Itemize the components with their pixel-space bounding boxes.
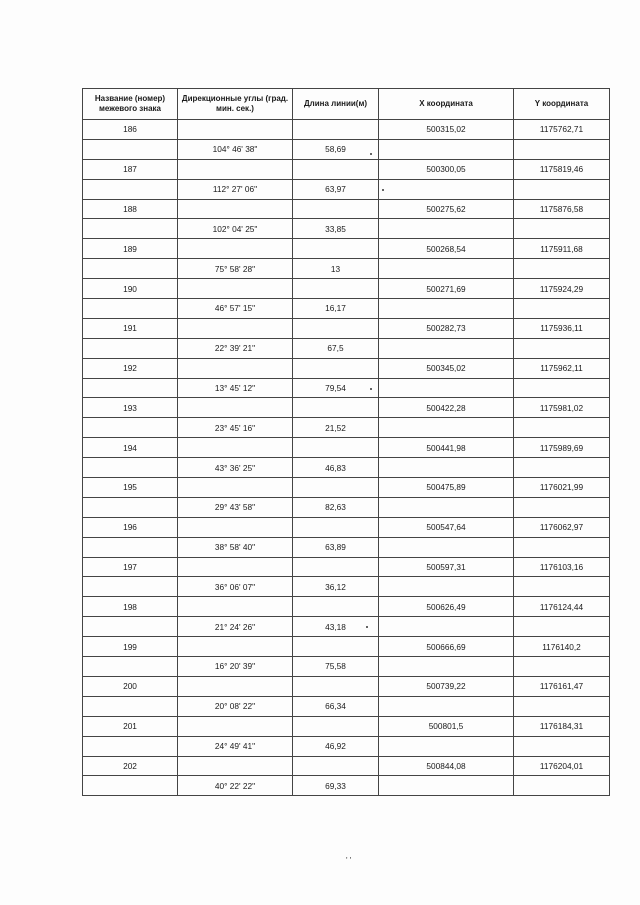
empty-cell bbox=[514, 378, 610, 398]
point-name: 196 bbox=[83, 517, 178, 537]
empty-cell bbox=[293, 318, 379, 338]
line-length: 58,69 bbox=[293, 139, 379, 159]
x-coordinate: 500739,22 bbox=[379, 676, 514, 696]
segment-row bbox=[83, 338, 610, 358]
direction-angle: 20° 08' 22" bbox=[178, 696, 293, 716]
direction-angle: 112° 27' 06" bbox=[178, 179, 293, 199]
empty-cell bbox=[293, 438, 379, 458]
y-coordinate: 1176140,2 bbox=[514, 637, 610, 657]
line-length: 75,58 bbox=[293, 657, 379, 677]
table-body bbox=[83, 120, 610, 796]
empty-cell bbox=[514, 338, 610, 358]
empty-cell bbox=[83, 179, 178, 199]
x-coordinate: 500422,28 bbox=[379, 398, 514, 418]
empty-cell bbox=[178, 716, 293, 736]
y-coordinate: 1176124,44 bbox=[514, 597, 610, 617]
empty-cell bbox=[178, 279, 293, 299]
segment-row bbox=[83, 617, 610, 637]
y-coordinate: 1176103,16 bbox=[514, 557, 610, 577]
empty-cell bbox=[293, 239, 379, 259]
empty-cell bbox=[379, 418, 514, 438]
empty-cell bbox=[178, 358, 293, 378]
line-length: 82,63 bbox=[293, 497, 379, 517]
direction-angle: 13° 45' 12" bbox=[178, 378, 293, 398]
point-name: 197 bbox=[83, 557, 178, 577]
point-row bbox=[83, 597, 610, 617]
line-length: 16,17 bbox=[293, 299, 379, 319]
col-header-x: X координата bbox=[379, 89, 514, 120]
point-name: 201 bbox=[83, 716, 178, 736]
segment-row bbox=[83, 537, 610, 557]
empty-cell bbox=[379, 219, 514, 239]
segment-row bbox=[83, 696, 610, 716]
direction-angle: 29° 43' 58" bbox=[178, 497, 293, 517]
empty-cell bbox=[379, 139, 514, 159]
segment-row bbox=[83, 418, 610, 438]
x-coordinate: 500597,31 bbox=[379, 557, 514, 577]
point-name: 186 bbox=[83, 120, 178, 140]
segment-row bbox=[83, 657, 610, 677]
boundary-coordinates-table bbox=[82, 88, 610, 796]
empty-cell bbox=[293, 478, 379, 498]
point-row bbox=[83, 199, 610, 219]
segment-row bbox=[83, 378, 610, 398]
x-coordinate: 500441,98 bbox=[379, 438, 514, 458]
segment-row bbox=[83, 219, 610, 239]
point-row bbox=[83, 676, 610, 696]
x-coordinate: 500801,5 bbox=[379, 716, 514, 736]
empty-cell bbox=[514, 657, 610, 677]
empty-cell bbox=[178, 676, 293, 696]
col-header-y: Y координата bbox=[514, 89, 610, 120]
empty-cell bbox=[293, 557, 379, 577]
point-row bbox=[83, 239, 610, 259]
line-length: 66,34 bbox=[293, 696, 379, 716]
point-name: 200 bbox=[83, 676, 178, 696]
empty-cell bbox=[83, 497, 178, 517]
point-row bbox=[83, 279, 610, 299]
empty-cell bbox=[83, 696, 178, 716]
y-coordinate: 1175981,02 bbox=[514, 398, 610, 418]
y-coordinate: 1175989,69 bbox=[514, 438, 610, 458]
point-name: 193 bbox=[83, 398, 178, 418]
point-row bbox=[83, 159, 610, 179]
empty-cell bbox=[293, 597, 379, 617]
point-row bbox=[83, 438, 610, 458]
empty-cell bbox=[514, 617, 610, 637]
direction-angle: 46° 57' 15" bbox=[178, 299, 293, 319]
empty-cell bbox=[83, 219, 178, 239]
direction-angle: 24° 49' 41" bbox=[178, 736, 293, 756]
empty-cell bbox=[293, 159, 379, 179]
point-row bbox=[83, 756, 610, 776]
empty-cell bbox=[514, 139, 610, 159]
scan-speck bbox=[382, 189, 384, 191]
segment-row bbox=[83, 577, 610, 597]
empty-cell bbox=[379, 736, 514, 756]
y-coordinate: 1176204,01 bbox=[514, 756, 610, 776]
segment-row bbox=[83, 497, 610, 517]
point-name: 190 bbox=[83, 279, 178, 299]
empty-cell bbox=[178, 557, 293, 577]
empty-cell bbox=[379, 657, 514, 677]
point-row bbox=[83, 716, 610, 736]
empty-cell bbox=[178, 199, 293, 219]
empty-cell bbox=[83, 259, 178, 279]
empty-cell bbox=[293, 756, 379, 776]
x-coordinate: 500345,02 bbox=[379, 358, 514, 378]
empty-cell bbox=[379, 497, 514, 517]
empty-cell bbox=[514, 458, 610, 478]
empty-cell bbox=[379, 458, 514, 478]
empty-cell bbox=[514, 299, 610, 319]
line-length: 21,52 bbox=[293, 418, 379, 438]
line-length: 67,5 bbox=[293, 338, 379, 358]
empty-cell bbox=[514, 418, 610, 438]
x-coordinate: 500300,05 bbox=[379, 159, 514, 179]
empty-cell bbox=[379, 259, 514, 279]
point-name: 187 bbox=[83, 159, 178, 179]
col-header-angles: Дирекционные углы (град. мин. сек.) bbox=[178, 89, 293, 120]
empty-cell bbox=[293, 398, 379, 418]
y-coordinate: 1176062,97 bbox=[514, 517, 610, 537]
scan-speck bbox=[370, 388, 372, 390]
empty-cell bbox=[514, 696, 610, 716]
line-length: 79,54 bbox=[293, 378, 379, 398]
empty-cell bbox=[83, 736, 178, 756]
empty-cell bbox=[178, 239, 293, 259]
empty-cell bbox=[83, 338, 178, 358]
y-coordinate: 1175762,71 bbox=[514, 120, 610, 140]
empty-cell bbox=[379, 378, 514, 398]
empty-cell bbox=[379, 537, 514, 557]
table-header bbox=[83, 89, 610, 120]
empty-cell bbox=[379, 617, 514, 637]
point-row bbox=[83, 478, 610, 498]
segment-row bbox=[83, 259, 610, 279]
x-coordinate: 500475,89 bbox=[379, 478, 514, 498]
col-header-name: Название (номер) межевого знака bbox=[83, 89, 178, 120]
y-coordinate: 1175876,58 bbox=[514, 199, 610, 219]
empty-cell bbox=[178, 438, 293, 458]
segment-row bbox=[83, 458, 610, 478]
x-coordinate: 500268,54 bbox=[379, 239, 514, 259]
y-coordinate: 1175936,11 bbox=[514, 318, 610, 338]
empty-cell bbox=[178, 318, 293, 338]
segment-row bbox=[83, 736, 610, 756]
empty-cell bbox=[178, 756, 293, 776]
line-length: 69,33 bbox=[293, 776, 379, 796]
y-coordinate: 1176184,31 bbox=[514, 716, 610, 736]
scan-speck bbox=[370, 153, 372, 155]
point-name: 189 bbox=[83, 239, 178, 259]
direction-angle: 102° 04' 25" bbox=[178, 219, 293, 239]
x-coordinate: 500547,64 bbox=[379, 517, 514, 537]
point-row bbox=[83, 557, 610, 577]
point-name: 188 bbox=[83, 199, 178, 219]
empty-cell bbox=[514, 577, 610, 597]
direction-angle: 40° 22' 22" bbox=[178, 776, 293, 796]
empty-cell bbox=[178, 398, 293, 418]
direction-angle: 75° 58' 28" bbox=[178, 259, 293, 279]
empty-cell bbox=[379, 776, 514, 796]
y-coordinate: 1175924,29 bbox=[514, 279, 610, 299]
y-coordinate: 1176021,99 bbox=[514, 478, 610, 498]
direction-angle: 104° 46' 38" bbox=[178, 139, 293, 159]
point-name: 198 bbox=[83, 597, 178, 617]
empty-cell bbox=[514, 219, 610, 239]
empty-cell bbox=[178, 159, 293, 179]
x-coordinate: 500626,49 bbox=[379, 597, 514, 617]
point-name: 194 bbox=[83, 438, 178, 458]
col-header-length: Длина линии(м) bbox=[293, 89, 379, 120]
empty-cell bbox=[293, 517, 379, 537]
empty-cell bbox=[514, 776, 610, 796]
empty-cell bbox=[379, 299, 514, 319]
x-coordinate: 500275,62 bbox=[379, 199, 514, 219]
segment-row bbox=[83, 179, 610, 199]
empty-cell bbox=[379, 696, 514, 716]
y-coordinate: 1175911,68 bbox=[514, 239, 610, 259]
direction-angle: 16° 20' 39" bbox=[178, 657, 293, 677]
point-row bbox=[83, 358, 610, 378]
empty-cell bbox=[293, 637, 379, 657]
empty-cell bbox=[178, 478, 293, 498]
point-row bbox=[83, 120, 610, 140]
point-row bbox=[83, 398, 610, 418]
empty-cell bbox=[83, 537, 178, 557]
empty-cell bbox=[83, 657, 178, 677]
empty-cell bbox=[379, 577, 514, 597]
direction-angle: 22° 39' 21" bbox=[178, 338, 293, 358]
empty-cell bbox=[83, 458, 178, 478]
empty-cell bbox=[293, 358, 379, 378]
empty-cell bbox=[514, 179, 610, 199]
empty-cell bbox=[83, 378, 178, 398]
segment-row bbox=[83, 776, 610, 796]
empty-cell bbox=[83, 577, 178, 597]
empty-cell bbox=[83, 776, 178, 796]
empty-cell bbox=[83, 299, 178, 319]
x-coordinate: 500666,69 bbox=[379, 637, 514, 657]
line-length: 46,92 bbox=[293, 736, 379, 756]
empty-cell bbox=[178, 120, 293, 140]
segment-row bbox=[83, 139, 610, 159]
empty-cell bbox=[514, 497, 610, 517]
point-name: 191 bbox=[83, 318, 178, 338]
line-length: 63,97 bbox=[293, 179, 379, 199]
point-name: 195 bbox=[83, 478, 178, 498]
empty-cell bbox=[514, 537, 610, 557]
y-coordinate: 1176161,47 bbox=[514, 676, 610, 696]
x-coordinate: 500844,08 bbox=[379, 756, 514, 776]
empty-cell bbox=[83, 418, 178, 438]
line-length: 36,12 bbox=[293, 577, 379, 597]
y-coordinate: 1175819,46 bbox=[514, 159, 610, 179]
empty-cell bbox=[83, 139, 178, 159]
empty-cell bbox=[514, 736, 610, 756]
line-length: 43,18 bbox=[293, 617, 379, 637]
x-coordinate: 500282,73 bbox=[379, 318, 514, 338]
x-coordinate: 500315,02 bbox=[379, 120, 514, 140]
segment-row bbox=[83, 299, 610, 319]
direction-angle: 23° 45' 16" bbox=[178, 418, 293, 438]
direction-angle: 21° 24' 26" bbox=[178, 617, 293, 637]
empty-cell bbox=[178, 597, 293, 617]
empty-cell bbox=[293, 279, 379, 299]
footer-mark: ' ' bbox=[346, 856, 352, 865]
empty-cell bbox=[379, 179, 514, 199]
empty-cell bbox=[178, 637, 293, 657]
line-length: 46,83 bbox=[293, 458, 379, 478]
point-row bbox=[83, 318, 610, 338]
empty-cell bbox=[293, 676, 379, 696]
direction-angle: 43° 36' 25" bbox=[178, 458, 293, 478]
line-length: 33,85 bbox=[293, 219, 379, 239]
direction-angle: 38° 58' 40" bbox=[178, 537, 293, 557]
empty-cell bbox=[83, 617, 178, 637]
scan-speck bbox=[366, 626, 368, 628]
empty-cell bbox=[379, 338, 514, 358]
point-row bbox=[83, 517, 610, 537]
empty-cell bbox=[178, 517, 293, 537]
x-coordinate: 500271,69 bbox=[379, 279, 514, 299]
direction-angle: 36° 06' 07" bbox=[178, 577, 293, 597]
empty-cell bbox=[293, 199, 379, 219]
line-length: 63,89 bbox=[293, 537, 379, 557]
point-name: 199 bbox=[83, 637, 178, 657]
point-name: 192 bbox=[83, 358, 178, 378]
y-coordinate: 1175962,11 bbox=[514, 358, 610, 378]
empty-cell bbox=[293, 716, 379, 736]
point-row bbox=[83, 637, 610, 657]
empty-cell bbox=[514, 259, 610, 279]
point-name: 202 bbox=[83, 756, 178, 776]
line-length: 13 bbox=[293, 259, 379, 279]
empty-cell bbox=[293, 120, 379, 140]
